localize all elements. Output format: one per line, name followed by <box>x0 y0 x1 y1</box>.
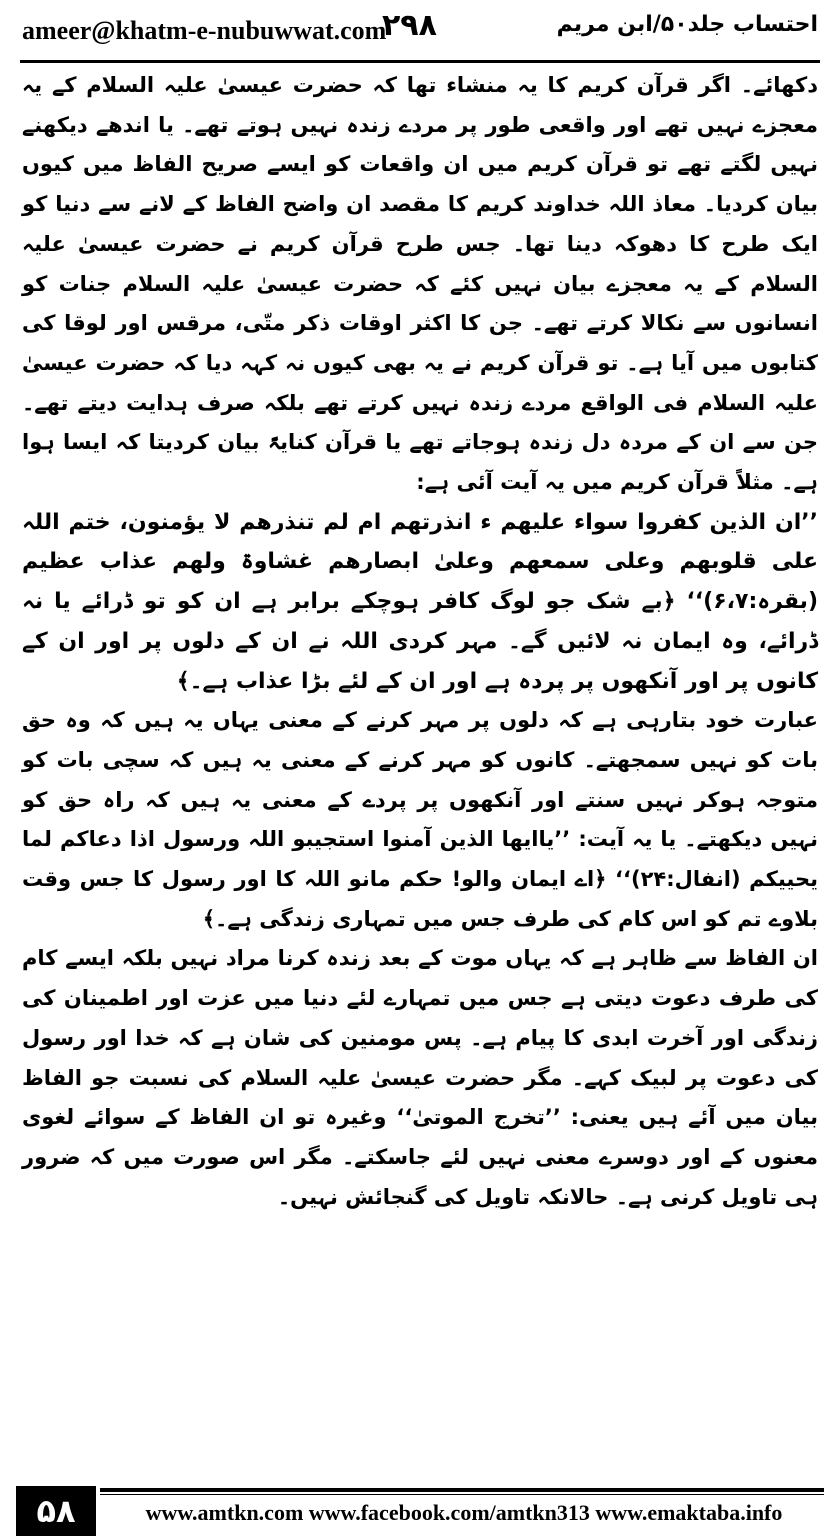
paragraph: ان الفاظ سے ظاہر ہے کہ یہاں موت کے بعد زندہ کرنا مراد نہیں بلکہ ایسے کام کی طرف دعوت دیتی ہے جس میں تمہارے لئے دنیا میں عزت اور اطمینان کی زندگی اور آخرت ابدی کا پیام ہے۔ پس مومنین کی شان ہے کہ خدا اور رسول کی دعوت پر لبیک کہے۔ مگر حضرت عیسیٰ علیہ السلام کی نسبت جو الفاظ بیان میں آئے ہیں یعنی: ’’تخرج الموتیٰ‘‘ وغیرہ تو ان الفاظ کے سوائے لغوی معنوں کے اور دوسرے معنی نہیں لئے جاسکتے۔ مگر اس صورت میں کہ ضرور ہی تاویل کرنی ہے۔ حالانکہ تاویل کی گنجائش نہیں۔ <box>22 946 818 1209</box>
body-text <box>22 66 818 1478</box>
quran-quote-paragraph: ’’ان الذین کفروا سواء علیھم ء انذرتھم ام لم تنذرھم لا یؤمنون، ختم اللہ علی قلوبھم وعلی سمعھم وعلیٰ ابصارھم غشاوۃ ولھم عذاب عظیم (بقرہ:۶،۷)‘‘ ﴿بے شک جو لوگ کافر ہوچکے برابر ہے ان کو تو ڈرائے یا نہ ڈرائے، وہ ایمان نہ لائیں گے۔ مہر کردی اللہ نے ان کے دلوں پر اور ان کے کانوں پر اور آنکھوں پر پردہ ہے اور ان کے لئے بڑا عذاب ہے۔﴾ <box>22 509 818 694</box>
footer-page-number: ۵۸ <box>16 1486 96 1536</box>
page-header <box>0 0 840 62</box>
paragraph: عبارت خود بتارہی ہے کہ دلوں پر مہر کرنے کے معنی یہاں یہ ہیں کہ وہ حق بات کو نہیں سمجھتے۔ کانوں کو مہر کرنے کے معنی یہ ہیں کہ سچی بات کو متوجہ ہوکر نہیں سنتے اور آنکھوں پر پردے کے معنی یہ ہیں کہ راہ حق کو نہیں دیکھتے۔ یا یہ آیت: ’’یاایھا الذین آمنوا استجیبو اللہ ورسول اذا دعاکم لما یحییکم (انفال:۲۴)‘‘ ﴿اے ایمان والو! حکم مانو اللہ کا اور رسول کا جس وقت بلاوے تم کو اس کام کی طرف جس میں تمہاری زندگی ہے۔﴾ <box>22 708 818 931</box>
page-footer <box>0 1480 840 1540</box>
header-email: ameer@khatm-e-nubuwwat.com <box>22 16 387 45</box>
running-title: احتساب جلد۵۰/ابن مریم <box>556 12 818 37</box>
footer-divider <box>100 1488 824 1492</box>
footer-divider-thin <box>100 1494 824 1495</box>
header-page-number: ۲۹۸ <box>382 8 437 43</box>
footer-links: www.amtkn.com www.facebook.com/amtkn313 www.emaktaba.info <box>145 1500 783 1525</box>
header-divider <box>20 60 820 63</box>
paragraph: دکھائے۔ اگر قرآن کریم کا یہ منشاء تھا کہ حضرت عیسیٰ علیہ السلام کے یہ معجزے نہیں تھے اور واقعی طور پر مردے زندہ نہیں ہوتے تھے۔ یا اندھے دیکھنے نہیں لگتے تھے تو قرآن کریم میں ان واقعات کو ایسے صریح الفاظ میں کیوں بیان کردیا۔ معاذ اللہ خداوند کریم کا مقصد ان واضح الفاظ کے لانے سے دنیا کو ایک طرح کا دھوکہ دینا تھا۔ جس طرح قرآن کریم نے حضرت عیسیٰ علیہ السلام کے یہ معجزے بیان نہیں کئے کہ حضرت عیسیٰ علیہ السلام جنات کو انسانوں سے نکالا کرتے تھے۔ جن کا اکثر اوقات ذکر متّی، مرقس اور لوقا کی کتابوں میں آیا ہے۔ تو قرآن کریم نے یہ بھی کیوں نہ کہہ دیا کہ حضرت عیسیٰ علیہ السلام فی الواقع مردے زندہ نہیں کرتے تھے بلکہ صرف ہدایت دیتے تھے۔ جن سے ان کے مردہ دل زندہ ہوجاتے تھے یا قرآن کنایۃً بیان کردیتا کہ ایسا ہوا ہے۔ مثلاً قرآن کریم میں یہ آیت آئی ہے: <box>22 73 818 495</box>
